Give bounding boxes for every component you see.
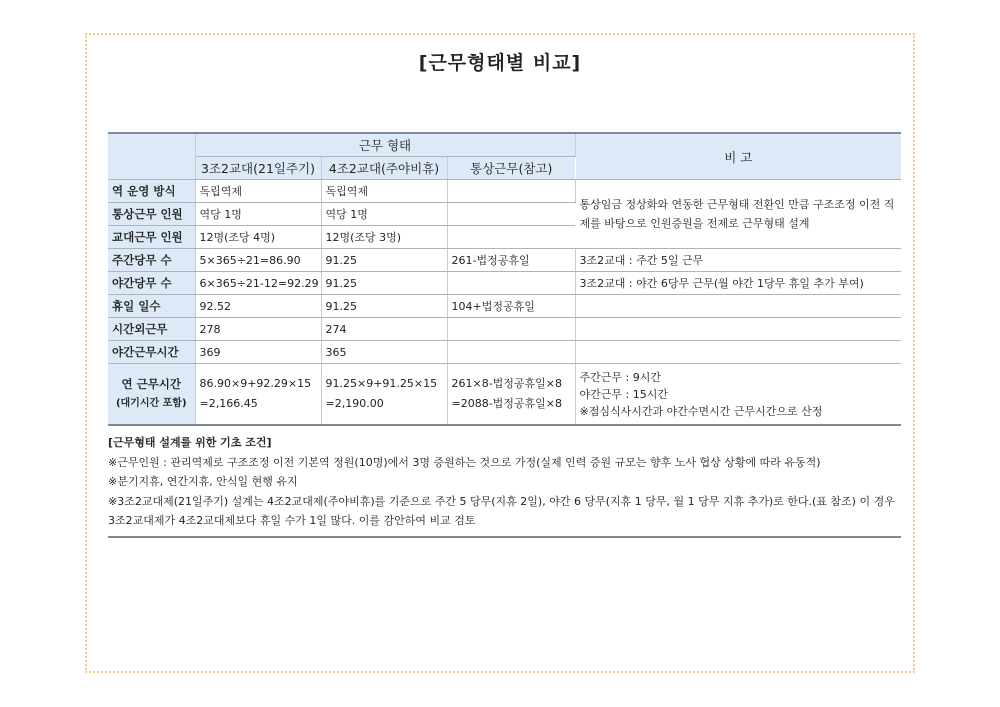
remark-cell: [575, 364, 901, 426]
remark-header: 비 고: [575, 133, 901, 180]
remark-cell: 3조2교대 : 야간 6당무 근무(월 야간 1당무 휴일 추가 부여): [575, 272, 901, 295]
annual-label: 연 근무시간: [121, 377, 182, 391]
annual-label-cell: [108, 364, 195, 426]
row-label: 야간근무시간: [108, 341, 195, 364]
merged-remark: 통상임금 정상화와 연동한 근무형태 전환인 만큼 구조조정 이전 직제를 바탕으로 인원증원을 전제로 근무형태 설계: [575, 180, 901, 249]
row-label: 교대근무 인원: [108, 226, 195, 249]
table-cell: 104+법정공휴일: [447, 295, 575, 318]
table-cell: [195, 364, 321, 426]
table-cell: 91.25: [321, 272, 447, 295]
remark-cell: [575, 318, 901, 341]
remark-cell: 3조2교대 : 주간 5일 근무: [575, 249, 901, 272]
formula-result: =2,166.45: [199, 397, 258, 410]
table-row: [108, 272, 901, 295]
table-cell: [447, 203, 575, 226]
column-header: 통상근무(참고): [447, 157, 575, 180]
row-label: 야간당무 수: [108, 272, 195, 295]
annual-hours-row: [108, 364, 901, 426]
table-cell: 12명(조당 4명): [195, 226, 321, 249]
table-row: [108, 318, 901, 341]
table-cell: 274: [321, 318, 447, 341]
page-title: [근무형태별 비교]: [418, 52, 582, 74]
condition-item: ※근무인원 : 관리역제로 구조조정 이전 기본역 정원(10명)에서 3명 증원하는 것으로 가정(실제 인력 증원 규모는 향후 노사 협상 상황에 따라 유동적): [108, 455, 821, 469]
formula-result: =2,190.00: [325, 397, 384, 410]
table-row: [108, 249, 901, 272]
conditions-title: [근무형태 설계를 위한 기초 조건]: [108, 436, 272, 449]
formula-result: =2088-법정공휴일×8: [451, 397, 563, 410]
table-cell: 91.25: [321, 295, 447, 318]
formula-line: 91.25×9+91.25×15: [325, 377, 438, 390]
table-cell: 92.52: [195, 295, 321, 318]
table-cell: 독립역제: [195, 180, 321, 203]
table-cell: 5×365÷21=86.90: [195, 249, 321, 272]
table-cell: 278: [195, 318, 321, 341]
comparison-table: [108, 132, 901, 426]
remark-line: 야간근무 : 15시간: [579, 387, 668, 401]
remark-cell: [575, 341, 901, 364]
corner-cell: [108, 133, 195, 180]
formula-line: 261×8-법정공휴일×8: [451, 377, 563, 390]
table-cell: [447, 272, 575, 295]
remark-line: ※점심식사시간과 야간수면시간 근무시간으로 산정: [579, 404, 823, 418]
table-cell: 6×365÷21-12=92.29: [195, 272, 321, 295]
condition-item: ※3조2교대제(21일주기) 설계는 4조2교대제(주야비휴)를 기준으로 주간 5 당무(지휴 2일), 야간 6 당무(지휴 1 당무, 월 1 당무 지휴 추가)로 한다.(표 참조) 이 경우 3조2교대제가 4조2교대제보다 휴일 수가 1일 많다. 이를 감안하여 비교 검토: [108, 494, 895, 527]
column-header: 3조2교대(21일주기): [195, 157, 321, 180]
table-cell: 독립역제: [321, 180, 447, 203]
conditions-section: [108, 433, 901, 538]
table-cell: 역당 1명: [321, 203, 447, 226]
row-label: 휴일 일수: [108, 295, 195, 318]
remark-cell: [575, 295, 901, 318]
group-header: 근무 형태: [195, 133, 575, 157]
table-row: [108, 295, 901, 318]
table-cell: [447, 364, 575, 426]
row-label: 시간외근무: [108, 318, 195, 341]
table-cell: 12명(조당 3명): [321, 226, 447, 249]
table-cell: [447, 226, 575, 249]
row-label: 통상근무 인원: [108, 203, 195, 226]
table-cell: [447, 180, 575, 203]
condition-item: ※분기지휴, 연간지휴, 안식일 현행 유지: [108, 475, 298, 488]
table-cell: 365: [321, 341, 447, 364]
table-cell: 261-법정공휴일: [447, 249, 575, 272]
row-label: 주간당무 수: [108, 249, 195, 272]
table-cell: [447, 318, 575, 341]
table-cell: 369: [195, 341, 321, 364]
table-cell: [447, 341, 575, 364]
table-row: [108, 180, 901, 203]
column-header: 4조2교대(주야비휴): [321, 157, 447, 180]
table-row: [108, 341, 901, 364]
remark-line: 주간근무 : 9시간: [579, 370, 661, 384]
annual-sublabel: (대기시간 포함): [115, 398, 187, 409]
table-cell: 91.25: [321, 249, 447, 272]
table-cell: 역당 1명: [195, 203, 321, 226]
formula-line: 86.90×9+92.29×15: [199, 377, 312, 390]
row-label: 역 운영 방식: [108, 180, 195, 203]
table-cell: [321, 364, 447, 426]
header-row: [108, 133, 901, 157]
